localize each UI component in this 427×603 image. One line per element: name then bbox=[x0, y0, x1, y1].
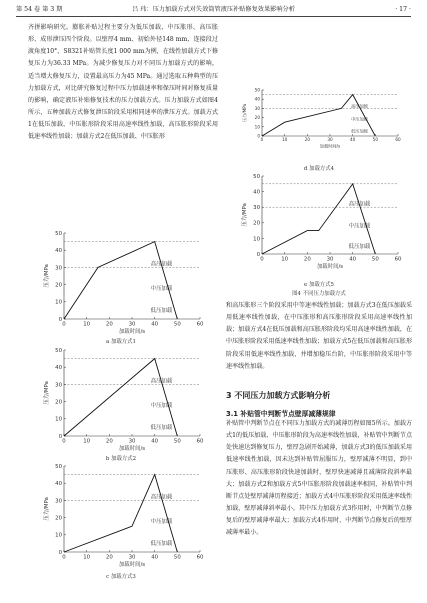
x-tick-label: 50 bbox=[372, 137, 379, 143]
subsection-heading: 3.1 补贴管中判断节点壁厚减薄规律 bbox=[226, 410, 336, 418]
figure-caption: 图4 不同压力加载方式 bbox=[292, 291, 346, 297]
y-tick-label: 40 bbox=[253, 189, 260, 196]
stage-label: 高压加载 bbox=[351, 103, 368, 109]
x-tick-label: 40 bbox=[151, 554, 159, 561]
x-tick-label: 30 bbox=[326, 256, 334, 263]
y-tick-label: 30 bbox=[55, 382, 62, 389]
x-tick-label: 60 bbox=[395, 137, 401, 143]
right-body-text bbox=[226, 300, 412, 373]
y-tick-label: 50 bbox=[55, 230, 62, 237]
y-tick-label: 50 bbox=[55, 463, 62, 470]
stage-label: 高压加载 bbox=[150, 261, 173, 268]
x-tick-label: 20 bbox=[105, 554, 113, 561]
paragraph: 齐拼影响研究。膨胀补贴过程主要分为低压加载、中压胀形、高压胀形、成形泄压四个阶段。以壁厚4 mm、初始外径148 mm、连接段过渡角度10°、S8321补贴管长度1 000 mm为例，在线性加载方式下修复压力为36.33 MPa。为减少修复压力对不同压力加载方式的影响，适当增大修复压力，设置最高压力为45 MPa。通过选取五种典型的压力加载方式，对比研究修复过程中压力加载速率和保压时间对修复质量的影响，确定液压补贴修复技术的压力加载方式。压力加载方式如图4所示，五种加载方式修复泄压阶段采用相同速率的泄压方式。加载方式1在低压加载、中压胀形阶段采用高速率线性加载，高压胀形阶段采用低速率线性加载；加载方式2在低压加载、中压胀形 bbox=[28, 24, 218, 141]
x-axis-label: 加载时间/s bbox=[118, 445, 146, 452]
x-tick-label: 10 bbox=[83, 438, 91, 445]
y-axis-label: 压力/MPa bbox=[44, 264, 50, 288]
stage-label: 低压加载 bbox=[150, 308, 173, 315]
x-tick-label: 20 bbox=[105, 438, 113, 445]
chart-caption: a 加载方式1 bbox=[106, 339, 136, 345]
stage-label: 中压加载 bbox=[150, 402, 173, 409]
y-tick-label: 10 bbox=[55, 299, 62, 306]
x-axis-label: 加载时间/s bbox=[319, 143, 341, 149]
chart-caption: e 加载方式5 bbox=[304, 282, 334, 288]
y-tick-label: 40 bbox=[254, 96, 260, 102]
x-tick-label: 30 bbox=[128, 438, 136, 445]
x-tick-label: 0 bbox=[260, 256, 264, 263]
x-tick-label: 20 bbox=[304, 137, 311, 143]
stage-label: 低压加载 bbox=[150, 541, 173, 548]
chart-svg bbox=[224, 172, 414, 272]
chart-caption: b 加载方式2 bbox=[105, 456, 137, 462]
y-tick-label: 50 bbox=[253, 173, 260, 180]
y-tick-label: 0 bbox=[256, 251, 260, 258]
y-tick-label: 40 bbox=[55, 481, 62, 488]
x-tick-label: 50 bbox=[173, 554, 181, 561]
x-tick-label: 0 bbox=[62, 438, 66, 445]
page-number: · 17 · bbox=[395, 6, 411, 13]
y-tick-label: 50 bbox=[55, 347, 62, 354]
stage-label: 低压加载 bbox=[348, 243, 371, 250]
x-tick-label: 0 bbox=[62, 321, 66, 328]
y-tick-label: 10 bbox=[254, 124, 260, 130]
stage-label: 中压加载 bbox=[150, 518, 173, 525]
y-axis-label: 压力/MPa bbox=[242, 203, 248, 227]
y-axis-label: 压力/MPa bbox=[44, 381, 50, 405]
chart-svg bbox=[26, 229, 216, 337]
chart-loading-mode-4 bbox=[224, 86, 414, 154]
chart-loading-mode-3 bbox=[26, 462, 216, 570]
chart-loading-mode-5 bbox=[224, 172, 414, 272]
y-tick-label: 20 bbox=[55, 399, 62, 406]
running-header bbox=[16, 4, 411, 17]
article-running-title: 吕 玮：压力加载方式对失效筒管液压补贴修复效果影响分析 bbox=[132, 6, 295, 13]
paragraph: 和高压胀形三个阶段采用中等速率线性加载；加载方式3在低压加载采用低速率线性加载，在中压胀形和高压胀形阶段采用高速率线性加载；加载方式4在低压加载和高压胀形阶段均采用高速率线性加载，在中压胀形阶段采用低速率线性加载；加载方式5在低压加载和高压胀形阶段采用低速率线性加载，并增加稳压台阶，中压胀形阶段采用中等速率线性加载。 bbox=[226, 302, 412, 370]
chart-caption: c 加载方式3 bbox=[106, 574, 136, 580]
x-tick-label: 60 bbox=[196, 438, 204, 445]
y-tick-label: 30 bbox=[55, 265, 62, 272]
x-axis-label: 加载时间/s bbox=[316, 263, 344, 270]
x-tick-label: 0 bbox=[260, 137, 264, 143]
stage-label: 中压加载 bbox=[351, 116, 368, 122]
y-tick-label: 50 bbox=[254, 87, 260, 93]
y-tick-label: 10 bbox=[55, 532, 62, 539]
x-tick-label: 60 bbox=[196, 554, 204, 561]
y-tick-label: 30 bbox=[55, 498, 62, 505]
x-tick-label: 40 bbox=[349, 137, 356, 143]
section-heading: 3 不同压力加载方式影响分析 bbox=[226, 391, 331, 400]
x-tick-label: 10 bbox=[83, 321, 91, 328]
y-axis-label: 压力/MPa bbox=[44, 497, 50, 521]
y-axis-label: 压力/MPa bbox=[242, 103, 247, 123]
stage-label: 低压加载 bbox=[351, 128, 368, 134]
y-tick-label: 40 bbox=[55, 248, 62, 255]
chart-caption: d 加载方式4 bbox=[303, 166, 335, 172]
y-tick-label: 20 bbox=[254, 115, 260, 121]
y-tick-label: 40 bbox=[55, 365, 62, 372]
y-tick-label: 0 bbox=[58, 433, 62, 440]
x-tick-label: 30 bbox=[128, 321, 136, 328]
left-body-text bbox=[28, 22, 218, 214]
chart-svg bbox=[224, 86, 414, 154]
x-tick-label: 50 bbox=[173, 321, 181, 328]
x-tick-label: 60 bbox=[196, 321, 204, 328]
x-tick-label: 30 bbox=[327, 137, 333, 143]
x-tick-label: 20 bbox=[105, 321, 113, 328]
y-tick-label: 30 bbox=[253, 205, 260, 212]
x-tick-label: 60 bbox=[394, 256, 402, 263]
chart-loading-mode-1 bbox=[26, 229, 216, 337]
y-tick-label: 20 bbox=[253, 220, 260, 227]
journal-volume: 第 54 卷 第 3 期 bbox=[16, 6, 63, 13]
y-tick-label: 10 bbox=[253, 236, 260, 243]
x-tick-label: 40 bbox=[349, 256, 357, 263]
stage-label: 低压加载 bbox=[150, 425, 173, 432]
x-tick-label: 0 bbox=[62, 554, 66, 561]
stage-label: 高压加载 bbox=[150, 494, 173, 501]
y-tick-label: 30 bbox=[254, 105, 260, 111]
x-tick-label: 10 bbox=[281, 256, 289, 263]
chart-svg bbox=[26, 462, 216, 570]
chart-loading-mode-2 bbox=[26, 346, 216, 454]
x-tick-label: 10 bbox=[83, 554, 91, 561]
x-tick-label: 40 bbox=[151, 321, 159, 328]
stage-label: 中压加载 bbox=[150, 285, 173, 292]
y-tick-label: 0 bbox=[58, 316, 62, 323]
stage-label: 中压加载 bbox=[348, 223, 371, 230]
stage-label: 高压加载 bbox=[150, 378, 173, 385]
x-tick-label: 20 bbox=[303, 256, 311, 263]
right-body-text-2 bbox=[226, 418, 412, 540]
paragraph: 补贴管中判断节点在不同压力加载方式的减薄历程如图5所示。加载方式1的低压加载、中压胀形阶段为高速率线性加载，补贴管中判断节点处快速达到修复压力，壁厚急剧开始减薄，加载方式3的低压加载采用低速率线性加载，因未达到补贴管屈服压力，壁厚减薄不明显，到中压胀形、高压胀形阶段快速加载时，壁厚快速减薄且减薄阶段斜率最大；加载方式2和加载方式5中压胀形阶段加载速率相同，补贴管中判断节点处壁厚减薄历程接近；加载方式4中压胀形阶段采用低速率线性加载，壁厚减薄斜率最小。其中压力加载方式3作用时，中判断节点修复后的壁厚减薄率最大；加载方式4作用时，中判断节点修复后的壁厚减薄率最小。 bbox=[226, 420, 412, 537]
y-tick-label: 0 bbox=[58, 549, 62, 556]
y-tick-label: 0 bbox=[257, 133, 260, 139]
y-tick-label: 10 bbox=[55, 416, 62, 423]
x-tick-label: 50 bbox=[173, 438, 181, 445]
x-tick-label: 10 bbox=[281, 137, 288, 143]
x-tick-label: 30 bbox=[128, 554, 136, 561]
x-tick-label: 40 bbox=[151, 438, 159, 445]
x-tick-label: 50 bbox=[371, 256, 379, 263]
y-tick-label: 20 bbox=[55, 282, 62, 289]
y-tick-label: 20 bbox=[55, 515, 62, 522]
x-axis-label: 加载时间/s bbox=[118, 328, 146, 335]
x-axis-label: 加载时间/s bbox=[118, 561, 146, 568]
stage-label: 高压加载 bbox=[348, 201, 371, 208]
chart-svg bbox=[26, 346, 216, 454]
